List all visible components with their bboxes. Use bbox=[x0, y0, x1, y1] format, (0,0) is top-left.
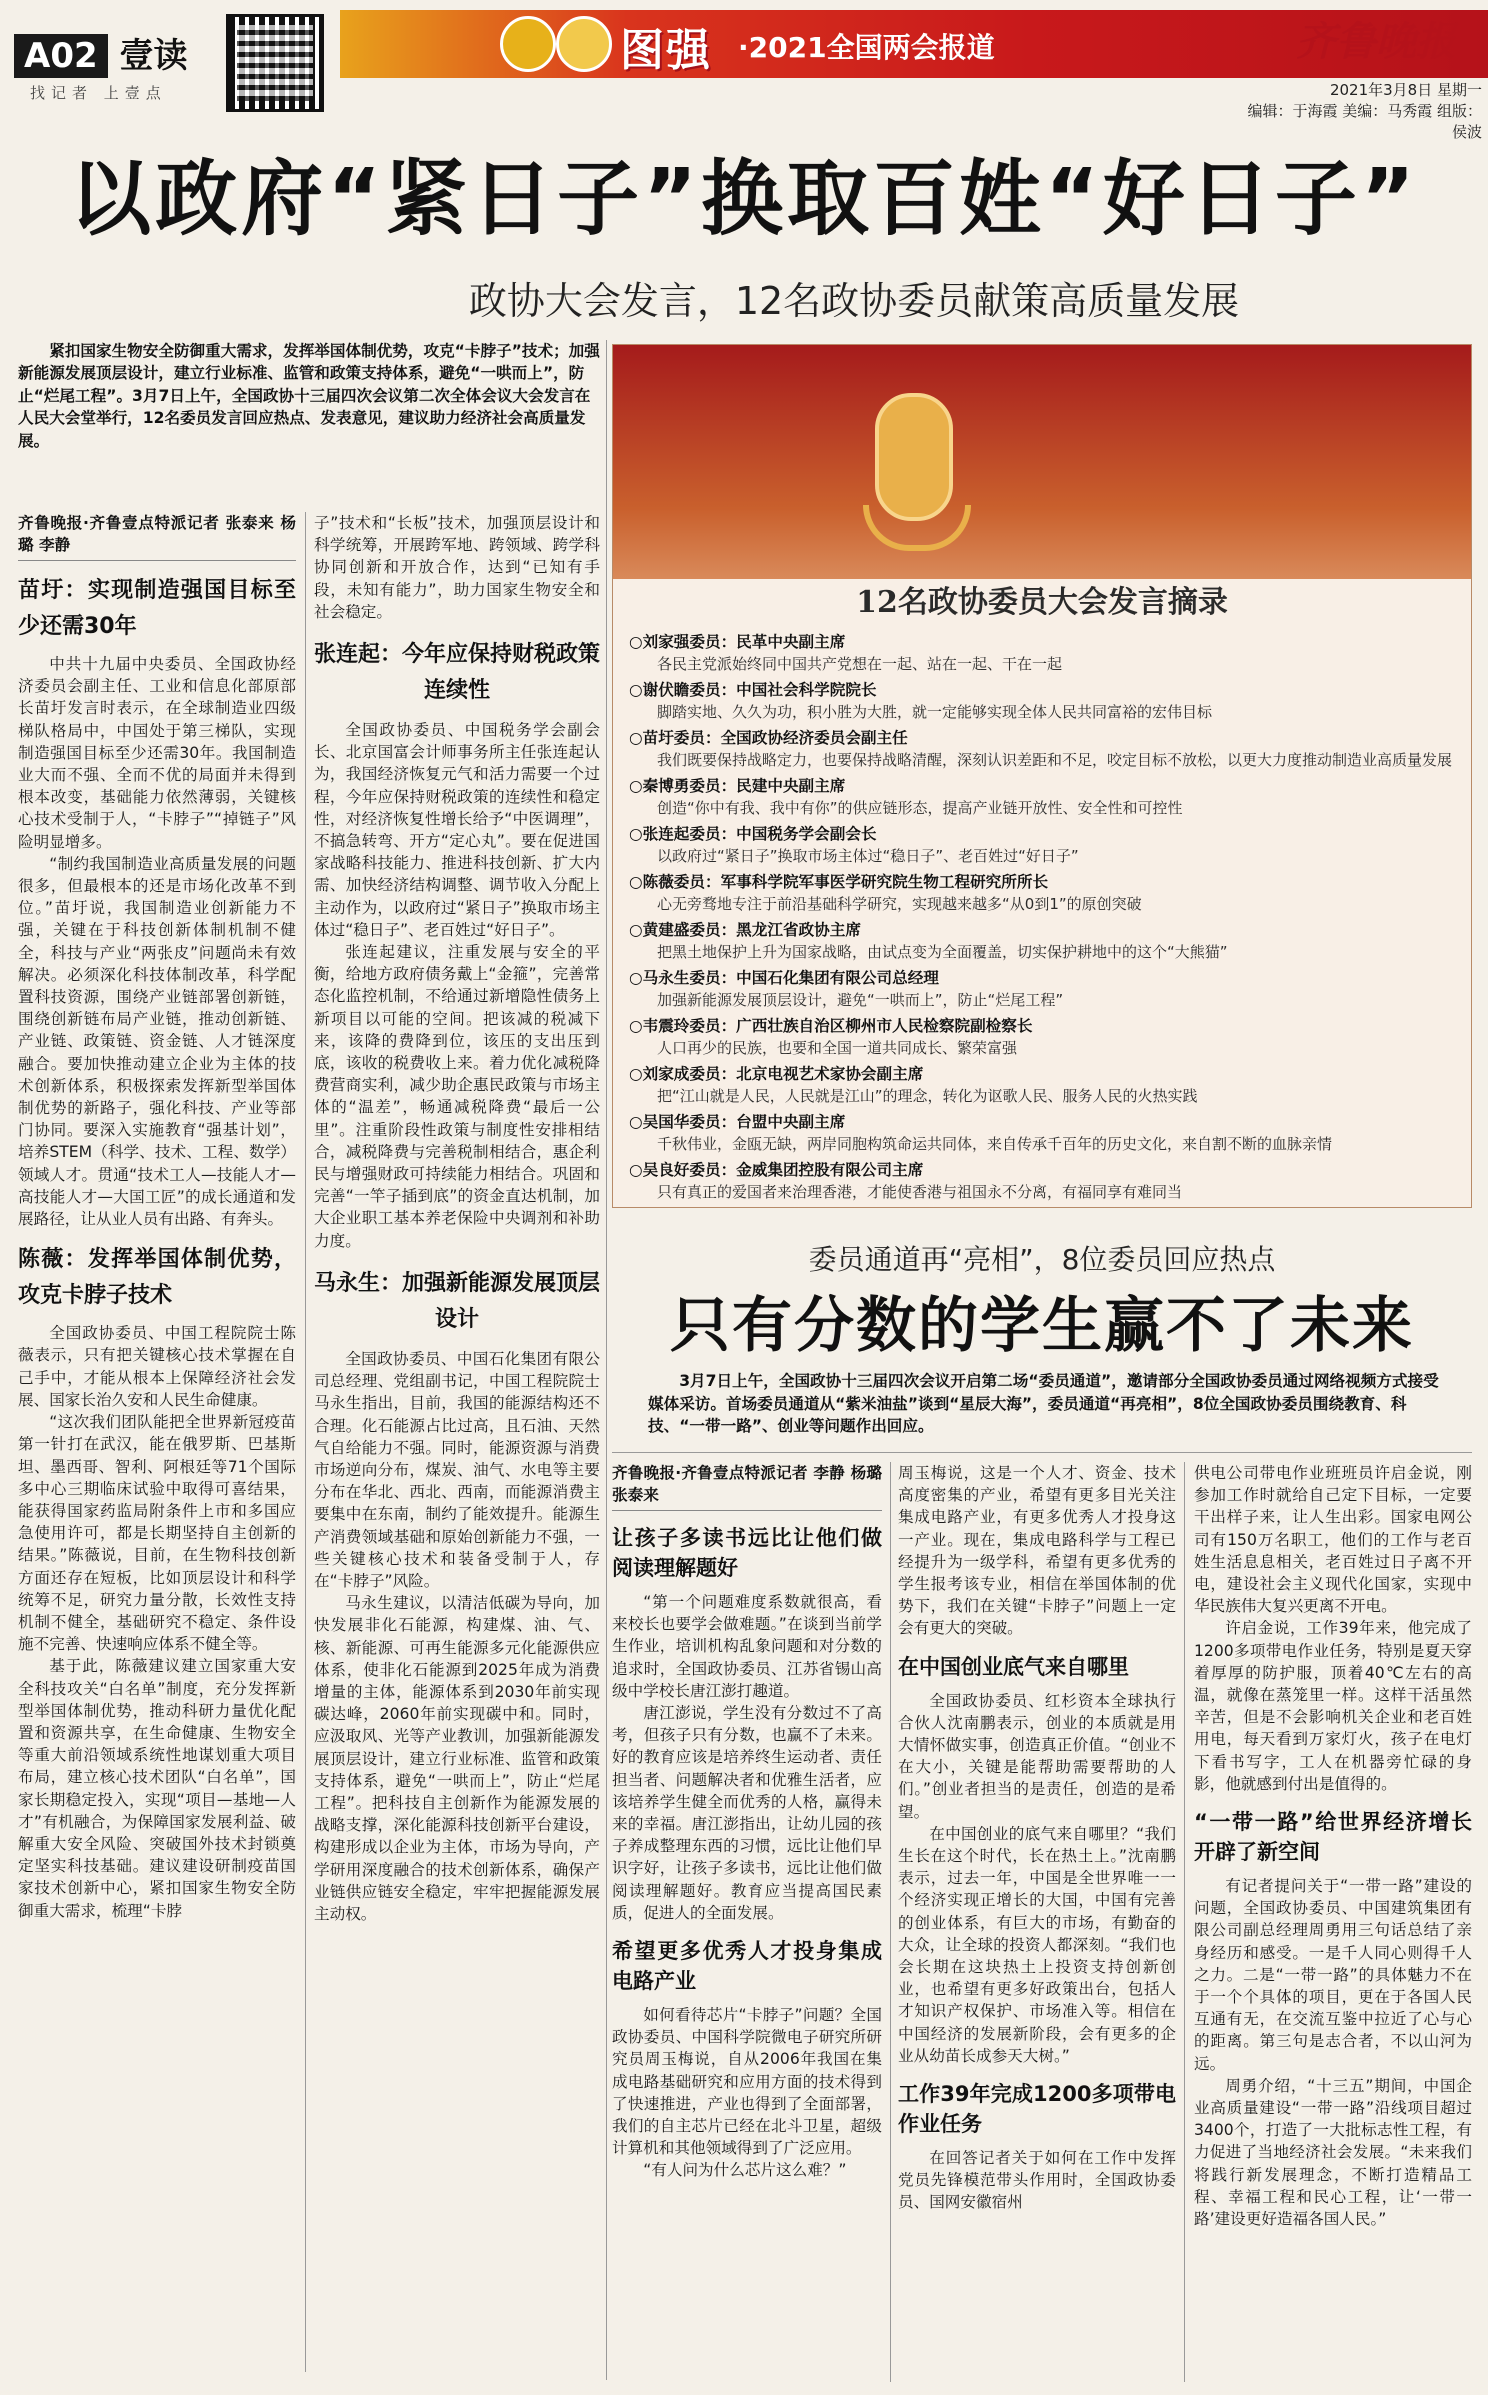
speech-quote: 我们既要保持战略定力，也要保持战略清醒，深刻认识差距和不足，咬定目标不放松，以更大力度推动制造业高质量发展 bbox=[657, 751, 1453, 769]
column-divider bbox=[890, 1462, 891, 2382]
speech-item bbox=[629, 871, 1459, 915]
article2-column-2 bbox=[898, 1462, 1176, 2214]
special-title: 图强 bbox=[620, 25, 712, 76]
page-header bbox=[0, 0, 1488, 141]
paragraph: 全国政协委员、红杉资本全球执行合伙人沈南鹏表示，创业的本质就是用大情怀做实事，创造真正价值。“创业不在大小，关键是能帮助需要帮助的人们。”创业者担当的是责任，创造的是希望。 bbox=[898, 1691, 1176, 1821]
section-title-chips: 希望更多优秀人才投身集成电路产业 bbox=[612, 1939, 882, 1994]
article1-column-2 bbox=[314, 512, 600, 1925]
column-divider bbox=[1184, 1462, 1185, 2382]
speaker-name: ○刘家强委员：民革中央副主席 bbox=[629, 633, 846, 651]
speech-quote: 只有真正的爱国者来治理香港，才能使香港与祖国永不分离，有福同享有难同当 bbox=[657, 1183, 1183, 1201]
speech-item bbox=[629, 967, 1459, 1011]
speaker-name: ○韦震玲委员：广西壮族自治区柳州市人民检察院副检察长 bbox=[629, 1017, 1033, 1035]
speech-quote: 加强新能源发展顶层设计，避免“一哄而上”，防止“烂尾工程” bbox=[657, 991, 1064, 1009]
paragraph: “这次我们团队能把全世界新冠疫苗第一针打在武汉，能在俄罗斯、巴基斯坦、墨西哥、智利、阿根廷等71个国际多中心三期临床试验中取得可喜结果，能获得国家药监局附条件上市和多国应急使用许可，都是长期坚持自主创新的结果。”陈薇说，目前，在生物科技创新方面还存在短板，比如顶层设计和科学统筹不足，研究力量分散，长效性支持机制不健全，基础研究不稳定、条件设施不完善、快速响应体系不健全等。 bbox=[18, 1413, 296, 1654]
article1-byline: 齐鲁晚报·齐鲁壹点特派记者 张泰来 杨璐 李静 bbox=[18, 512, 296, 561]
article2-column-3 bbox=[1194, 1462, 1472, 2230]
section-title-live-work: 工作39年完成1200多项带电作业任务 bbox=[898, 2082, 1176, 2137]
paragraph: 唐江澎说，学生没有分数过不了高考，但孩子只有分数，也赢不了未来。好的教育应该是培养终生运动者、责任担当者、问题解决者和优雅生活者，应该培养学生健全而优秀的人格，赢得未来的幸福。唐江澎指出，让幼儿园的孩子养成整理东西的习惯，远比让他们早识字好，让孩子多读书，远比让他们做阅读理解题好。教育应当提高国民素质，促进人的全面发展。 bbox=[612, 1704, 882, 1922]
speech-quote: 把“江山就是人民，人民就是江山”的理念，转化为讴歌人民、服务人民的火热实践 bbox=[657, 1087, 1198, 1105]
paragraph: 在中国创业的底气来自哪里？“我们生长在这个时代，长在热土上。”沈南鹏表示，过去一年，中国是全世界唯一一个经济实现正增长的大国，中国有完善的创业体系，有巨大的市场，有勤奋的大众，让全球的投资人都深刻。“我们也会长期在这块热土上投资支持创新创业，也希望有更多好政策出台，包括人才知识产权保护、市场准入等。相信在中国经济的发展新阶段，会有更多的企业从幼苗长成参天大树。” bbox=[898, 1824, 1176, 2065]
speaker-name: ○黄建盛委员：黑龙江省政协主席 bbox=[629, 921, 861, 939]
speaker-name: ○马永生委员：中国石化集团有限公司总经理 bbox=[629, 969, 939, 987]
editor-credits: 编辑：于海霞 美编：马秀霞 组版：侯波 bbox=[1247, 102, 1482, 141]
lede-paragraph: 紧扣国家生物安全防御重大需求，发挥举国体制优势，攻克“卡脖子”技术；加强新能源发展顶层设计，建立行业标准、监管和政策支持体系，避免“一哄而上”，防止“烂尾工程”。3月7日上午，全国政协十三届四次会议第二次全体会议大会发言在人民大会堂举行，12名委员发言回应热点、发表意见，建议助力经济社会高质量发展。 bbox=[18, 342, 600, 450]
column-divider bbox=[606, 340, 607, 2380]
section-title-miaowei: 苗圩：实现制造强国目标至少还需30年 bbox=[18, 578, 296, 639]
paragraph: 在回答记者关于如何在工作中发挥党员先锋模范带头作用时，全国政协委员、国网安徽宿州 bbox=[898, 2149, 1176, 2212]
paragraph: “有人问为什么芯片这么难？” bbox=[643, 2161, 847, 2180]
paragraph: 全国政协委员、中国石化集团有限公司总经理、党组副书记，中国工程院院士马永生指出，目前，我国的能源结构还不合理。化石能源占比过高，且石油、天然气自给能力不强。同时，能源资源与消费市场逆向分布，煤炭、油气、水电等主要分布在华北、西北、西南，而能源消费主要集中在东南，制约了能效提升。能源生产消费领域基础和原始创新能力不强，一些关键核心技术和装备受制于人，存在“卡脖子”风险。 bbox=[314, 1349, 600, 1590]
speech-quote: 人口再少的民族，也要和全国一道共同成长、繁荣富强 bbox=[657, 1039, 1018, 1057]
paragraph: “制约我国制造业高质量发展的问题很多，但最根本的还是市场化改革不到位。”苗圩说，我国制造业创新能力不强，关键在于科技创新体制机制不健全，科技与产业“两张皮”问题尚未有效解决。必须深化科技体制改革，科学配置科技资源，围绕产业链部署创新链，围绕创新链布局产业链，推动创新链、产业链、政策链、资金链、人才链深度融合。要加快推动建立企业为主体的技术创新体系，积极探索发挥新型举国体制优势的新路子，强化科技、产业等部门协同。要深入实施教育“强基计划”，培养STEM（科学、技术、工程、数学）领域人才。贯通“技术工人—技能人才—高技能人才—大国工匠”的成长通道和发展路径，让从业人员有出路、有奔头。 bbox=[18, 854, 296, 1229]
speaker-name: ○吴良好委员：金威集团控股有限公司主席 bbox=[629, 1161, 924, 1179]
paragraph: 基于此，陈薇建议建立国家重大安全科技攻关“白名单”制度，充分发挥新型举国体制优势，推动科研力量优化配置和资源共享，在生命健康、生物安全等重大前沿领域系统性地谋划重大项目布局，建立核心技术团队“白名单”，国家长期稳定投入，实现“项目—基地—人才”有机融合，为保障国家发展利益、破解重大安全风险、突破国外技术封锁奠定坚实科技基础。建议建设研制疫苗国家技术创新中心，紧扣国家生物安全防御重大需求，梳理“卡脖 bbox=[18, 1657, 296, 1920]
speech-item bbox=[629, 775, 1459, 819]
article2-lede: 3月7日上午，全国政协十三届四次会议开启第二场“委员通道”，邀请部分全国政协委员通过网络视频方式接受媒体采访。首场委员通道从“紫米油盐”谈到“星辰大海”，委员通道“再亮相”，8位全国政协委员围绕教育、科技、“一带一路”、创业等问题作出回应。 bbox=[648, 1372, 1439, 1436]
paragraph: 全国政协委员、中国工程院院士陈薇表示，只有把关键核心技术掌握在自己手中，才能从根本上保障经济社会发展、国家长治久安和人民生命健康。 bbox=[18, 1324, 296, 1409]
speaker-name: ○吴国华委员：台盟中央副主席 bbox=[629, 1113, 846, 1131]
speech-quote: 千秋伟业，金瓯无缺，两岸同胞构筑命运共同体，来自传承千百年的历史文化，来自割不断的血脉亲情 bbox=[657, 1135, 1333, 1153]
section-title-reading: 让孩子多读书远比让他们做阅读理解题好 bbox=[612, 1526, 882, 1580]
paragraph: “第一个问题难度系数就很高，看来校长也要学会做难题。”在谈到当前学生作业，培训机构乱象问题和对分数的追求时，全国政协委员、江苏省锡山高级中学校长唐江澎打趣道。 bbox=[612, 1593, 882, 1700]
paragraph: 许启金说，工作39年来，他完成了1200多项带电作业任务，特别是夏天穿着厚厚的防护服，顶着40℃左右的高温，就像在蒸笼里一样。这样干活虽然辛苦，但是不会影响机关企业和老百姓用电，每天看到万家灯火，孩子在电灯下看书写字，工人在机器旁忙碌的身影，他就感到付出是值得的。 bbox=[1194, 1619, 1472, 1793]
issue-date: 2021年3月8日 星期一 bbox=[1329, 81, 1482, 99]
speaker-name: ○谢伏瞻委员：中国社会科学院院长 bbox=[629, 681, 877, 699]
section-divider bbox=[612, 1452, 1472, 1453]
qr-code-icon bbox=[226, 14, 324, 112]
paragraph: 供电公司带电作业班班员许启金说，刚参加工作时就给自己定下目标，一定要干出样子来，让人生出彩。国家电网公司有150万名职工，他们的工作与老百姓生活息息相关，老百姓过日子离不开电，建设社会主义现代化国家，实现中华民族伟大复兴更离不开电。 bbox=[1194, 1464, 1472, 1616]
speech-excerpts-box bbox=[612, 344, 1472, 1208]
paragraph: 张连起建议，注重发展与安全的平衡，给地方政府债务戴上“金箍”，完善常态化监控机制，不给通过新增隐性债务上新项目以可能的空间。把该减的税减下来，该降的费降到位，该压的支出压到底，该收的税费收上来。着力优化减税降费营商实利，减少助企惠民政策与市场主体的“温差”，畅通减税降费“最后一公里”。注重阶段性政策与制度性安排相结合，减税降费与完善税制相结合，惠企利民与增强财政可持续能力相结合。巩固和完善“一竿子插到底”的资金直达机制，加大企业职工基本养老保险中央调剂和补助力度。 bbox=[314, 943, 600, 1250]
cppcc-emblem-icon bbox=[556, 16, 612, 72]
speech-quote: 脚踏实地、久久为功，积小胜为大胜，就一定能够实现全体人民共同富裕的宏伟目标 bbox=[657, 703, 1213, 721]
paragraph: 周勇介绍，“十三五”期间，中国企业高质量建设“一带一路”沿线项目超过3400个，打造了一大批标志性工程，有力促进了当地经济社会发展。“未来我们将践行新发展理念，不断打造精品工程、幸福工程和民心工程，让‘一带一路’建设更好造福各国人民。” bbox=[1194, 2076, 1472, 2229]
section-title-chenwei: 陈薇：发挥举国体制优势，攻克卡脖子技术 bbox=[18, 1247, 296, 1309]
paragraph: 有记者提问关于“一带一路”建设的问题，全国政协委员、中国建筑集团有限公司副总经理周勇用三句话总结了亲身经历和感受。一是千人同心则得千人之力。二是“一带一路”的具体魅力不在于一个个具体的项目，更在于各国人民互通有无，在交流互鉴中拉近了心与心的距离。第三句是志合者，不以山河为远。 bbox=[1194, 1877, 1472, 2073]
slogan: 找记者 上壹点 bbox=[30, 84, 167, 102]
speaker-name: ○苗圩委员：全国政协经济委员会副主任 bbox=[629, 729, 908, 747]
article2-headline: 只有分数的学生赢不了未来 bbox=[670, 1291, 1414, 1361]
speech-item bbox=[629, 823, 1459, 867]
speech-item bbox=[629, 631, 1459, 675]
section-title-belt-road: “一带一路”给世界经济增长开辟了新空间 bbox=[1194, 1810, 1472, 1865]
article2-byline: 齐鲁晚报·齐鲁壹点特派记者 李静 杨璐 张泰来 bbox=[612, 1462, 882, 1511]
article1-column-1 bbox=[18, 512, 296, 1922]
box-title: 12名政协委员大会发言摘录 bbox=[856, 585, 1228, 620]
paragraph: 周玉梅说，这是一个人才、资金、技术高度密集的产业，希望有更多目光关注集成电路产业，有更多优秀人才投身这一产业。现在，集成电路科学与工程已经提升为一级学科，希望有更多优秀的学生报考该专业，相信在举国体制的优势下，我们在关键“卡脖子”问题上一定会有更大的突破。 bbox=[898, 1464, 1176, 1638]
special-subtitle: ·2021全国两会报道 bbox=[738, 31, 995, 64]
speech-item bbox=[629, 1111, 1459, 1155]
microphone-illustration bbox=[613, 345, 1471, 579]
speech-quote: 各民主党派始终同中国共产党想在一起、站在一起、干在一起 bbox=[657, 655, 1063, 673]
paragraph: 马永生建议，以清洁低碳为导向，加快发展非化石能源，构建煤、油、气、核、新能源、可再生能源多元化能源供应体系，使非化石能源到2025年成为消费增量的主体，能源体系到2030年前实现碳达峰，2060年前实现碳中和。同时，应汲取风、光等产业教训，加强新能源发展顶层设计，建立行业标准、监管和政策支持体系，避免“一哄而上”，防止“烂尾工程”。把科技自主创新作为能源发展的战略支撑，深化能源科技创新平台建设，构建形成以企业为主体，市场为导向，产学研用深度融合的技术创新体系，确保产业链供应链安全稳定，牢牢把握能源发展主动权。 bbox=[314, 1594, 600, 1923]
speaker-name: ○秦博勇委员：民建中央副主席 bbox=[629, 777, 846, 795]
page-label bbox=[14, 28, 187, 77]
national-emblem-icon bbox=[500, 16, 556, 72]
article2-column-1 bbox=[612, 1462, 882, 2182]
paragraph: 全国政协委员、中国税务学会副会长、北京国富会计师事务所主任张连起认为，我国经济恢复元气和活力需要一个过程，今年应保持财税政策的连续性和稳定性，对经济恢复性增长给予“中医调理”，不搞急转弯、开方“定心丸”。要在促进国家战略科技能力、推进科技创新、扩大内需、加快经济结构调整、调节收入分配上主动作为，以政府过“紧日子”换取市场主体过“稳日子”、老百姓过“好日子”。 bbox=[314, 721, 600, 939]
speaker-name: ○刘家成委员：北京电视艺术家协会副主席 bbox=[629, 1065, 924, 1083]
page-section-name: 壹读 bbox=[119, 36, 188, 76]
newspaper-logo: 齐鲁晚报 bbox=[1296, 19, 1456, 65]
paragraph: 子”技术和“长板”技术，加强顶层设计和科学统筹，开展跨军地、跨领域、跨学科协同创新和开放合作，达到“已知有手段，未知有能力”，助力国家生物安全和社会稳定。 bbox=[314, 514, 600, 621]
microphone-stand-icon bbox=[863, 505, 971, 551]
main-subheadline: 政协大会发言，12名政协委员献策高质量发展 bbox=[468, 279, 1240, 323]
section-title-zhanglianqi: 张连起：今年应保持财税政策连续性 bbox=[314, 642, 601, 704]
speech-item bbox=[629, 1159, 1459, 1203]
speech-quote: 把黑土地保护上升为国家战略，由试点变为全面覆盖，切实保护耕地中的这个“大熊猫” bbox=[657, 943, 1228, 961]
speech-item bbox=[629, 919, 1459, 963]
speaker-name: ○陈薇委员：军事科学院军事医学研究院生物工程研究所所长 bbox=[629, 873, 1049, 891]
section-title-startup: 在中国创业底气来自哪里 bbox=[898, 1654, 1129, 1679]
issue-info bbox=[1246, 80, 1482, 143]
paragraph: 中共十九届中央委员、全国政协经济委员会副主任、工业和信息化部原部长苗圩发言时表示，在全球制造业四级梯队格局中，中国处于第三梯队，实现制造强国目标至少还需30年。我国制造业大而不强、全而不优的局面并未得到根本改变，基础能力依然薄弱，关键核心技术受制于人，“卡脖子”“掉链子”风险明显增多。 bbox=[18, 655, 296, 851]
speech-item bbox=[629, 727, 1459, 771]
speech-quote: 心无旁骛地专注于前沿基础科学研究，实现越来越多“从0到1”的原创突破 bbox=[657, 895, 1142, 913]
speech-item bbox=[629, 679, 1459, 723]
page-number: A02 bbox=[14, 34, 108, 78]
main-headline: 以政府“紧日子”换取百姓“好日子” bbox=[69, 152, 1419, 247]
column-divider bbox=[305, 512, 306, 2372]
paragraph: 如何看待芯片“卡脖子”问题？全国政协委员、中国科学院微电子研究所研究员周玉梅说，自从2006年我国在集成电路基础研究和应用方面的技术得到了快速推进，产业也得到了全面部署，我们的自主芯片已经在北斗卫星，超级计算机和其他领域得到了广泛应用。 bbox=[612, 2006, 882, 2158]
speech-list bbox=[629, 631, 1459, 1207]
speech-quote: 创造“你中有我、我中有你”的供应链形态，提高产业链开放性、安全性和可控性 bbox=[657, 799, 1183, 817]
speech-quote: 以政府过“紧日子”换取市场主体过“稳日子”、老百姓过“好日子” bbox=[657, 847, 1079, 865]
section-title-mayongsheng: 马永生：加强新能源发展顶层设计 bbox=[314, 1270, 601, 1332]
speaker-name: ○张连起委员：中国税务学会副会长 bbox=[629, 825, 877, 843]
speech-item bbox=[629, 1063, 1459, 1107]
article2-subtitle: 委员通道再“亮相”，8位委员回应热点 bbox=[808, 1243, 1276, 1276]
speech-item bbox=[629, 1015, 1459, 1059]
microphone-icon bbox=[875, 393, 953, 521]
